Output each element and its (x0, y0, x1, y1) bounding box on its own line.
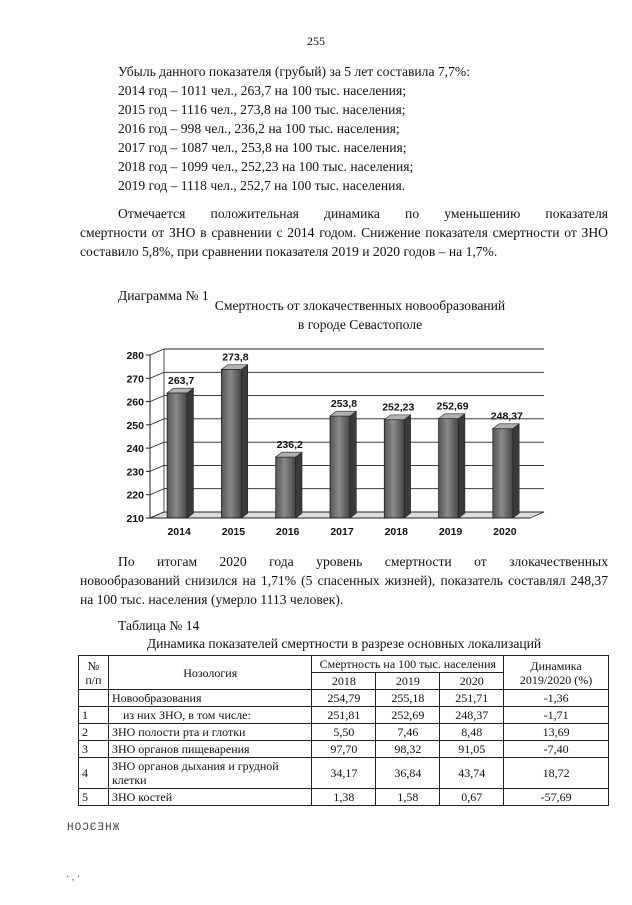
table-row (79, 789, 609, 806)
y-tick-label: 230 (126, 466, 144, 479)
cell-num (79, 690, 109, 707)
header-year: 2018 (312, 673, 376, 690)
cell-num: 1 (79, 707, 109, 724)
cell-2019: 252,69 (376, 707, 440, 724)
chart-title: Смертность от злокачественных новообразований (214, 298, 506, 313)
cell-dynamics: -1,71 (504, 707, 609, 724)
bar-side (241, 365, 247, 518)
cell-2018: 34,17 (312, 758, 376, 789)
cell-name: Новообразования (108, 690, 312, 707)
cell-name: из них ЗНО, в том числе: (108, 707, 312, 724)
bar-side (459, 414, 465, 518)
cell-name: ЗНО органов дыхания и грудной клетки (108, 758, 312, 789)
page-number: 255 (307, 34, 325, 48)
bar-side (350, 411, 356, 518)
dynamics-first-line: Отмечается положительная динамика по уменьшению показателя (118, 206, 608, 221)
chart-subtitle: в городе Севастополе (297, 317, 423, 332)
results-paragraph (80, 552, 608, 609)
results-first-line: По итогам 2020 года уровень смертности от злокачественных (118, 554, 608, 569)
gridline-side (150, 396, 164, 402)
y-tick-label: 260 (126, 396, 144, 409)
data-label: 248,37 (490, 410, 523, 423)
bar (493, 429, 513, 518)
header-dynamics: Динамика 2019/2020 (%) (504, 656, 609, 690)
cell-dynamics: 18,72 (504, 758, 609, 789)
diagram-label: Диаграмма № 1 (118, 288, 209, 303)
table-header-row (79, 656, 609, 673)
cell-2020: 248,37 (440, 707, 504, 724)
intro-year-line: 2019 год – 1118 чел., 252,7 на 100 тыс. населения. (118, 178, 406, 193)
x-tick-label: 2019 (438, 526, 463, 538)
cell-2020: 91,05 (440, 741, 504, 758)
y-tick-label: 270 (126, 373, 144, 386)
cell-2018: 5,50 (312, 724, 376, 741)
bar-side (513, 424, 519, 518)
data-label: 273,8 (222, 351, 249, 364)
table-row (79, 724, 609, 741)
cell-num: 5 (79, 789, 109, 806)
intro-year-line: 2015 год – 1116 чел., 273,8 на 100 тыс. населения; (118, 102, 406, 117)
cell-dynamics: -7,40 (504, 741, 609, 758)
cell-2020: 0,67 (440, 789, 504, 806)
gridline-side (150, 419, 164, 425)
cell-name: ЗНО костей (108, 789, 312, 806)
x-tick-label: 2014 (167, 526, 191, 538)
gridline-side (150, 465, 164, 471)
bar (221, 369, 241, 518)
x-tick-label: 2015 (221, 526, 246, 538)
cell-name: ЗНО полости рта и глотки (108, 724, 312, 741)
bar (330, 416, 350, 518)
cell-dynamics: 13,69 (504, 724, 609, 741)
cell-2019: 7,46 (376, 724, 440, 741)
foot-marks: · , · (66, 872, 81, 883)
header-year: 2020 (440, 673, 504, 690)
y-tick-label: 220 (126, 489, 144, 502)
header-mortality: Смертность на 100 тыс. населения (312, 656, 504, 673)
cell-2018: 254,79 (312, 690, 376, 707)
table-row (79, 690, 609, 707)
cell-dynamics: -57,69 (504, 789, 609, 806)
cell-2020: 8,48 (440, 724, 504, 741)
cell-name: ЗНО органов пищеварения (108, 741, 312, 758)
y-tick-label: 240 (126, 443, 144, 456)
bar-side (187, 388, 193, 518)
cell-2019: 1,58 (376, 789, 440, 806)
data-label: 252,69 (436, 400, 469, 413)
cell-num: 3 (79, 741, 109, 758)
x-tick-label: 2018 (384, 526, 408, 538)
header-year: 2019 (376, 673, 440, 690)
mortality-table (78, 655, 609, 806)
table-row (79, 741, 609, 758)
y-tick-label: 250 (126, 419, 144, 432)
data-label: 253,8 (330, 398, 358, 411)
header-num: № п/п (79, 656, 109, 690)
intro-year-line: 2016 год – 998 чел., 236,2 на 100 тыс. населения; (118, 121, 400, 136)
data-label: 252,23 (382, 401, 415, 414)
cell-dynamics: -1,36 (504, 690, 609, 707)
intro-year-line: 2018 год – 1099 чел., 252,23 на 100 тыс. населения; (118, 159, 414, 174)
x-tick-label: 2020 (493, 526, 517, 538)
results-rest: новообразований снизился на 1,71% (5 спасенных жизней), показатель составлял 248,37 на 100 тыс. населения (умерло 1113 человек). (80, 573, 608, 607)
bar (439, 419, 459, 518)
cell-num: 4 (79, 758, 109, 789)
dynamics-rest: смертности от ЗНО в сравнении с 2014 годом. Снижение показателя смертности от ЗНО составило 5,8%, при сравнении показателя 2019 и 2020 годов – на 1,7%. (80, 225, 608, 259)
gridline-side (150, 442, 164, 448)
gridline-side (150, 349, 164, 355)
intro-year-line: 2014 год – 1011 чел., 263,7 на 100 тыс. населения; (118, 83, 406, 98)
y-tick-label: 210 (126, 513, 144, 525)
x-tick-label: 2016 (276, 526, 300, 538)
data-label: 236,2 (276, 438, 303, 451)
cell-2018: 251,81 (312, 707, 376, 724)
intro-year-line: 2017 год – 1087 чел., 253,8 на 100 тыс. населения; (118, 140, 407, 155)
table-title: Динамика показателей смертности в разрезе основных локализаций (146, 636, 542, 651)
bar (167, 393, 187, 518)
bar (276, 457, 296, 518)
gridline-side (150, 489, 164, 495)
data-label: 263,7 (168, 374, 195, 387)
cell-2019: 36,84 (376, 758, 440, 789)
x-tick-label: 2017 (330, 526, 354, 538)
cell-2020: 251,71 (440, 690, 504, 707)
table-row (79, 707, 609, 724)
bar-side (296, 452, 302, 518)
cell-num: 2 (79, 724, 109, 741)
bar-side (404, 415, 410, 518)
cell-2018: 97,70 (312, 741, 376, 758)
cell-2019: 98,32 (376, 741, 440, 758)
header-nosology: Нозология (108, 656, 312, 690)
cell-2020: 43,74 (440, 758, 504, 789)
page-stamp: ЖНЕЭСОН (66, 822, 120, 834)
bar (384, 420, 404, 518)
cell-2018: 1,38 (312, 789, 376, 806)
table-label: Таблица № 14 (118, 618, 200, 633)
gridline-side (150, 372, 164, 378)
table-row (79, 758, 609, 789)
cell-2019: 255,18 (376, 690, 440, 707)
y-tick-label: 280 (126, 350, 144, 362)
intro-heading: Убыль данного показателя (грубый) за 5 лет составила 7,7%: (118, 64, 470, 79)
